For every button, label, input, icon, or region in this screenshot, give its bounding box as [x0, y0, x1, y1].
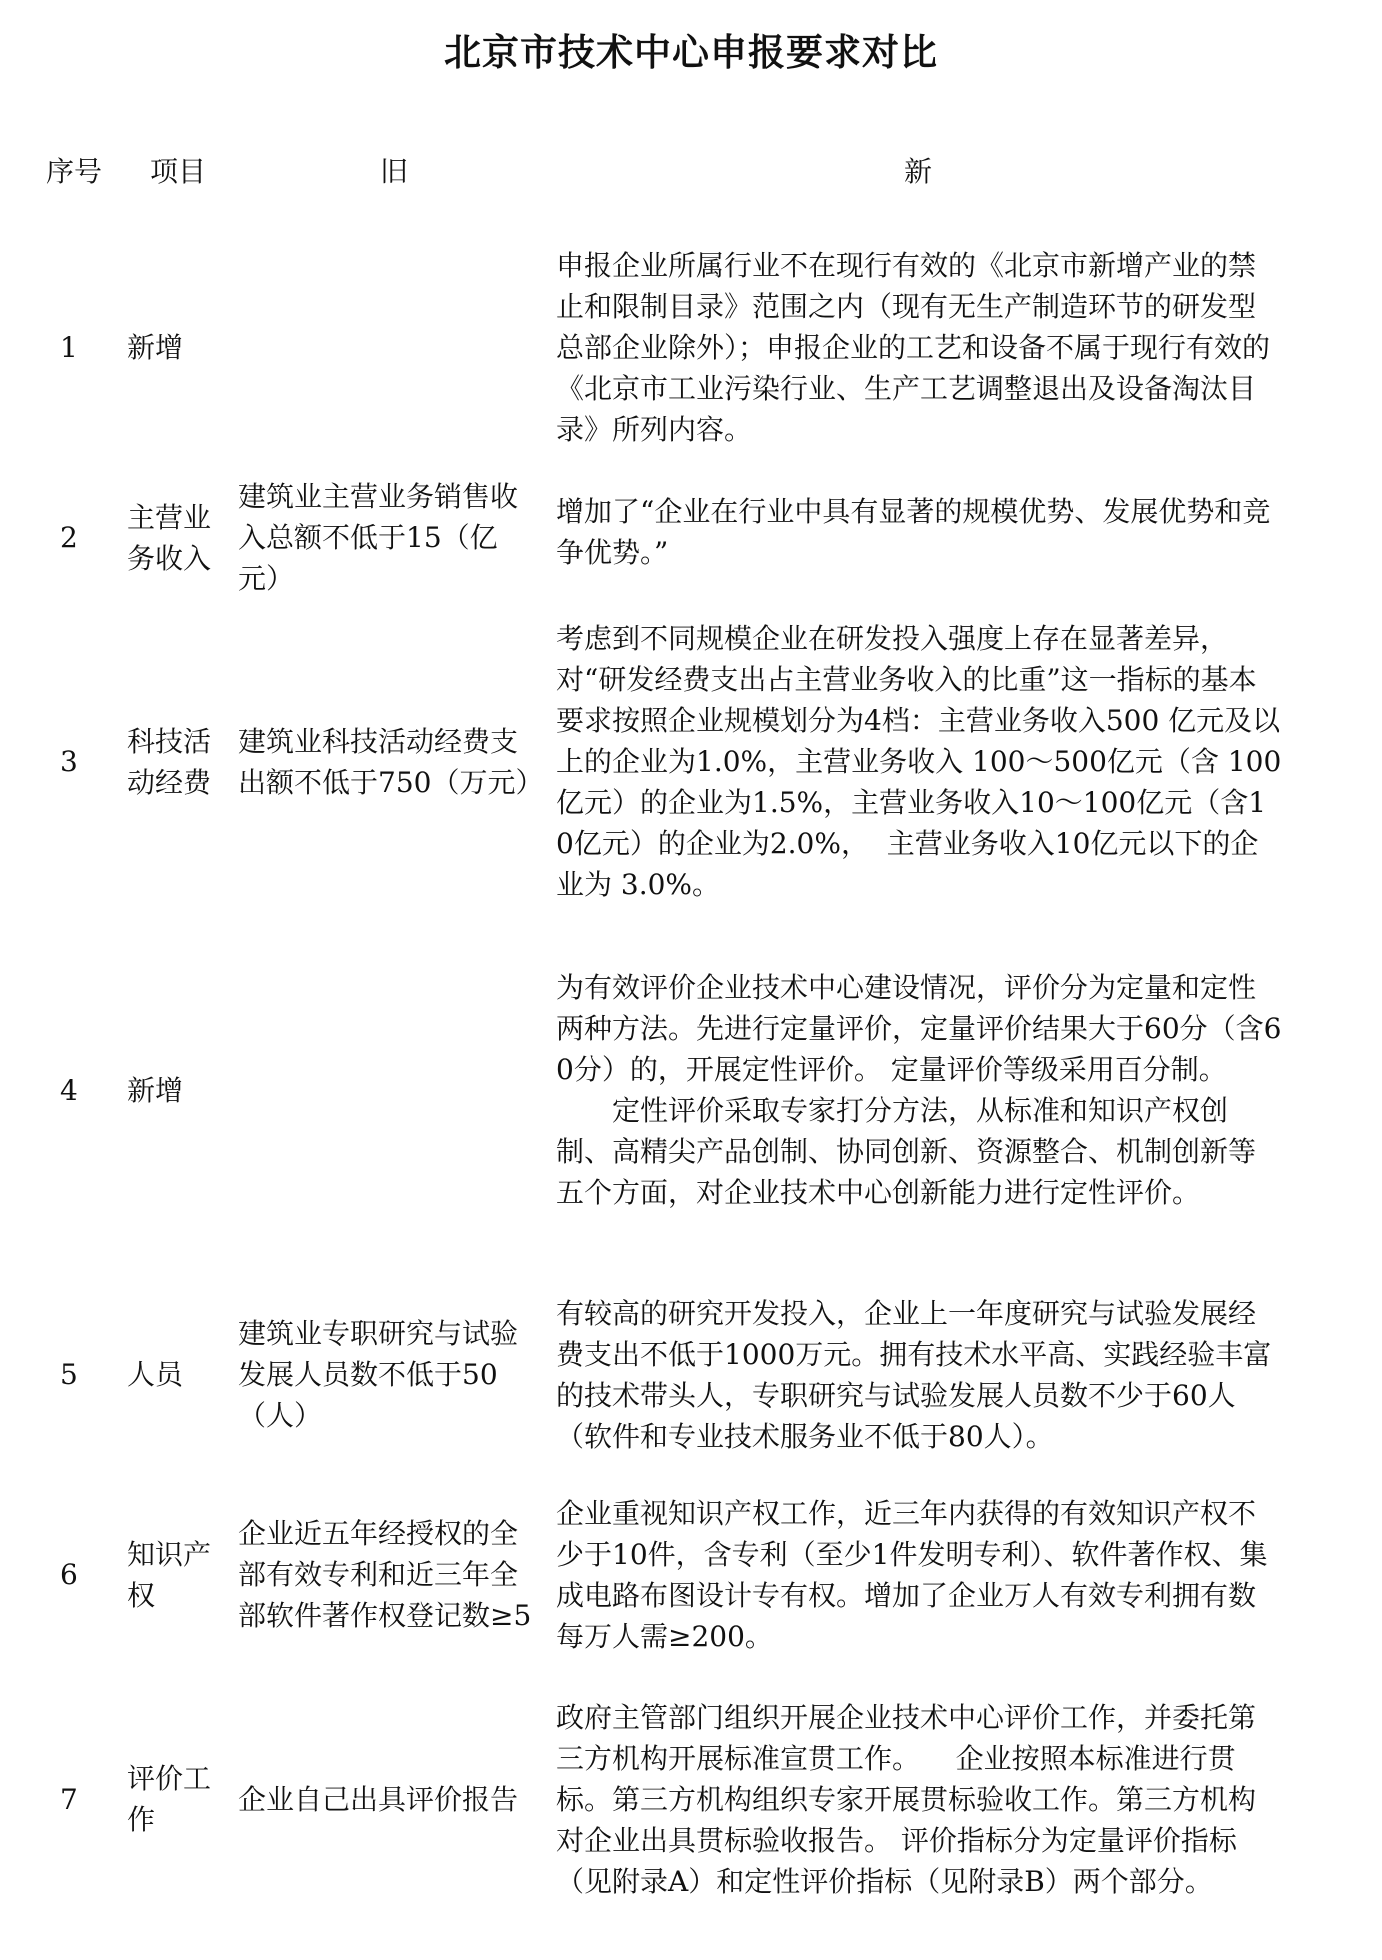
row-new: [556, 618, 1291, 905]
row-item: 新增: [127, 1073, 184, 1107]
row-item: 新增: [127, 331, 184, 364]
row-new: [556, 1492, 1282, 1657]
row-index: 4: [60, 1073, 78, 1107]
table-row: [0, 618, 1382, 905]
row-new-paragraph: 增加了“企业在行业中具有显著的规模优势、发展优势和竞争优势。”: [556, 495, 1271, 569]
table-row: [0, 1675, 1382, 1923]
row-old: [238, 925, 536, 1255]
header-new: 新: [904, 155, 933, 188]
row-new-paragraph: 有较高的研究开发投入，企业上一年度研究与试验发展经费支出不低于1000万元。拥有技术水平高、实践经验丰富的技术带头人，专职研究与试验发展人员数不少于60人（软件和专业技术服务业不低于80人）。: [556, 1296, 1272, 1453]
row-new: [556, 1272, 1282, 1477]
table-row: [0, 475, 1382, 600]
row-new-paragraph: 为有效评价企业技术中心建设情况，评价分为定量和定性两种方法。先进行定量评价，定量评价结果大于60分（含60分）的，开展定性评价。 定量评价等级采用百分制。: [556, 971, 1282, 1086]
row-new: [556, 475, 1282, 573]
row-index: 7: [60, 1782, 78, 1816]
row-old: 企业自己出具评价报告: [238, 1782, 519, 1816]
row-item: 人员: [127, 1358, 184, 1391]
row-old: 建筑业专职研究与试验发展人员数不低于50（人）: [238, 1317, 519, 1432]
page-title: 北京市技术中心申报要求对比: [444, 31, 938, 74]
row-item: 主营业务收入: [127, 500, 212, 575]
row-index: 3: [60, 745, 78, 778]
row-new: [556, 245, 1282, 450]
row-item: 评价工作: [127, 1762, 212, 1836]
row-index: 1: [60, 331, 78, 364]
row-old: [238, 245, 536, 450]
row-new-paragraph: 政府主管部门组织开展企业技术中心评价工作，并委托第三方机构开展标准宣贯工作。 企业按照本标准进行贯标。第三方机构组织专家开展贯标验收工作。第三方机构对企业出具贯标验收报告。 评价指标分为定量评价指标（见附录A）和定性评价指标（见附录B）两个部分。: [556, 1700, 1257, 1898]
row-old: 建筑业主营业务销售收入总额不低于15（亿元）: [238, 480, 519, 595]
row-index: 6: [60, 1558, 78, 1591]
header-index: 序号: [46, 155, 103, 188]
table-row: [0, 925, 1382, 1255]
row-new-paragraph: 企业重视知识产权工作，近三年内获得的有效知识产权不少于10件，含专利（至少1件发明专利）、软件著作权、集成电路布图设计专有权。增加了企业万人有效专利拥有数每万人需≥200。: [556, 1496, 1268, 1653]
row-old: 建筑业科技活动经费支出额不低于750（万元）: [238, 724, 544, 799]
row-old: 企业近五年经授权的全部有效专利和近三年全部软件著作权登记数≥5: [238, 1517, 532, 1632]
row-new-paragraph: 定性评价采取专家打分方法，从标准和知识产权创制、高精尖产品创制、协同创新、资源整合、机制创新等五个方面，对企业技术中心创新能力进行定性评价。: [556, 1094, 1257, 1209]
row-new: [556, 1675, 1282, 1923]
row-index: 5: [60, 1358, 78, 1391]
table-row: [0, 245, 1382, 450]
row-new-paragraph: 申报企业所属行业不在现行有效的《北京市新增产业的禁止和限制目录》范围之内（现有无生产制造环节的研发型总部企业除外）；申报企业的工艺和设备不属于现行有效的《北京市工业污染行业、生产工艺调整退出及设备淘汰目录》所列内容。: [556, 249, 1271, 446]
row-new: [556, 925, 1282, 1255]
header-item: 项目: [150, 155, 207, 188]
table-row: [0, 1272, 1382, 1477]
header-old: 旧: [380, 155, 409, 188]
row-index: 2: [60, 521, 78, 554]
row-new-paragraph: 考虑到不同规模企业在研发投入强度上存在显著差异，对“研发经费支出占主营业务收入的比重”这一指标的基本要求按照企业规模划分为4档：主营业务收入500 亿元及以上的企业为1.0%，主营业务收入 100～500亿元（含 100 亿元）的企业为1.5%，主营业务收入10～100亿元（含10亿元）的企业为2.0%， 主营业务收入10亿元以下的企业为 3.0%。: [556, 622, 1291, 901]
row-item: 科技活动经费: [127, 724, 212, 799]
row-item: 知识产权: [127, 1537, 212, 1612]
table-row: [0, 1492, 1382, 1657]
